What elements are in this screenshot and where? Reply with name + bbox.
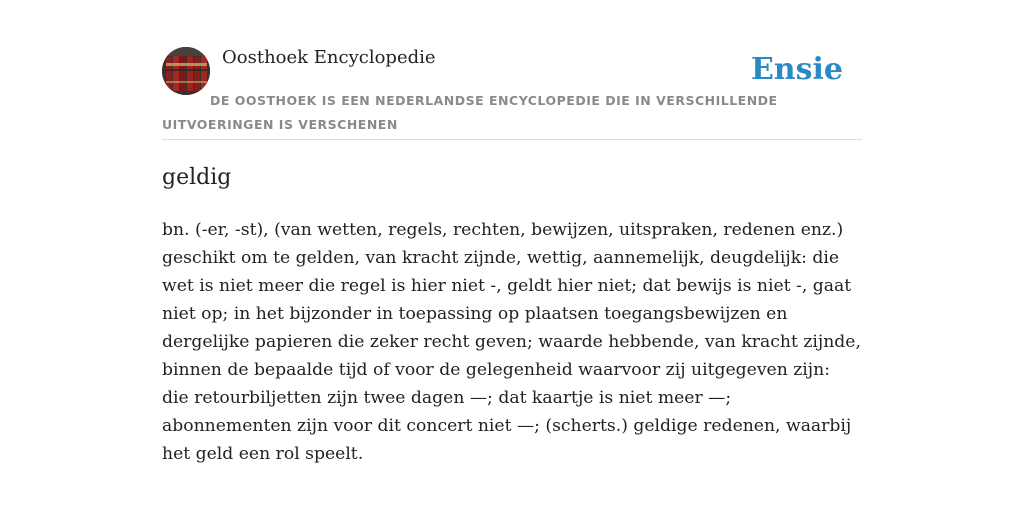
avatar[interactable] xyxy=(162,47,210,95)
source-tagline: DE OOSTHOEK IS EEN NEDERLANDSE ENCYCLOPEDIE DIE IN VERSCHILLENDE UITVOERINGEN IS VERSCHENEN xyxy=(162,93,778,132)
entry-definition: bn. (-er, -st), (van wetten, regels, rechten, bewijzen, uitspraken, redenen enz.) geschikt om te gelden, van kracht zijnde, wettig, aannemelijk, deugdelijk: die wet is niet meer die regel is hier niet -, geldt hier niet; dat bewijs is niet -, gaat niet op; in het bijzonder in toepassing op plaatsen toegangsbewijzen en dergelijke papieren die zeker recht geven; waarde hebbende, van kracht zijnde, binnen de bepaalde tijd of voor de gelegenheid waarvoor zij uitgegeven zijn: die retourbiljetten zijn twee dagen —; dat kaartje is niet meer —; abonnementen zijn voor dit concert niet —; (scherts.) geldige redenen, waarbij het geld een rol speelt. xyxy=(162,220,861,464)
page xyxy=(162,0,862,512)
page-title: geldig xyxy=(162,165,232,190)
divider xyxy=(162,139,862,140)
encyclopedia-books-icon xyxy=(162,47,210,95)
source-title[interactable]: Oosthoek Encyclopedie xyxy=(222,47,436,68)
brand-logo[interactable]: Ensie xyxy=(750,52,843,87)
